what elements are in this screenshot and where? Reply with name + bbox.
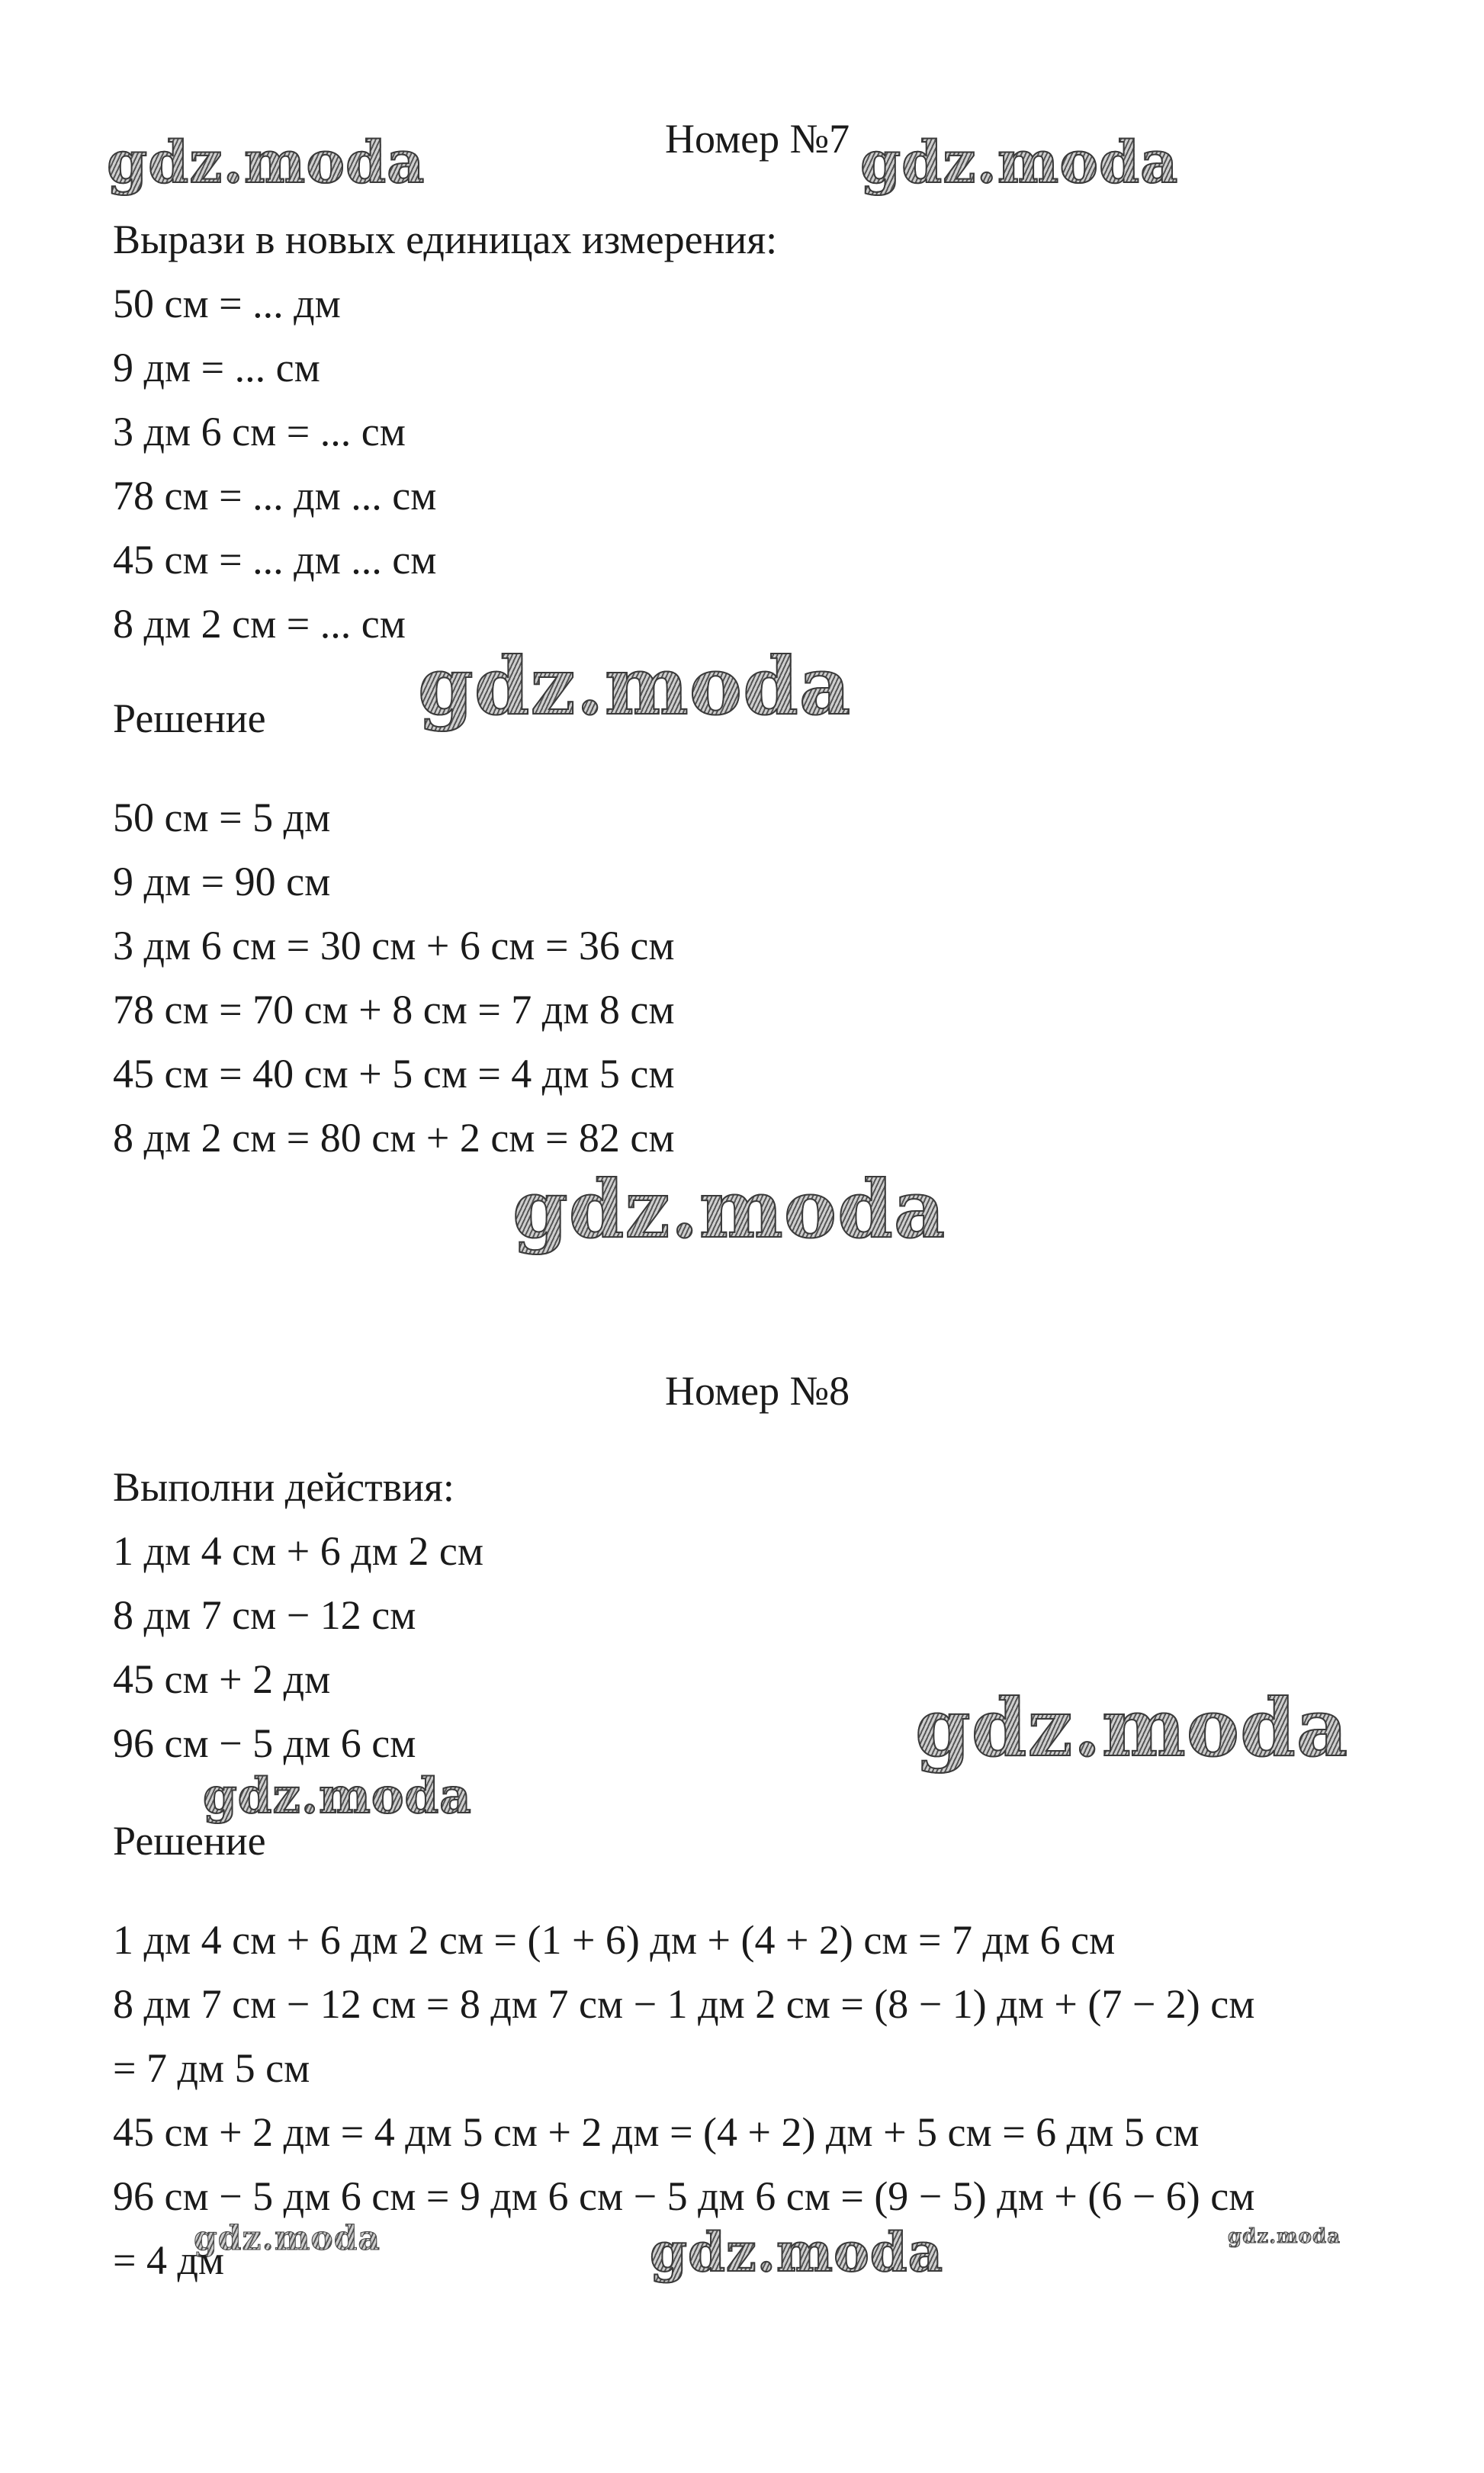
task-8-item: 45 см + 2 дм (113, 1656, 331, 1702)
task-7-item: 78 см = ... дм ... см (113, 473, 437, 519)
watermark: gdz.moda (194, 2219, 381, 2258)
task-8-solution-line: 96 см − 5 дм 6 см = 9 дм 6 см − 5 дм 6 см = (9 − 5) дм + (6 − 6) см (113, 2173, 1255, 2219)
watermark: gdz.moda (418, 639, 852, 733)
task-7-solution-line: 9 дм = 90 см (113, 859, 331, 904)
task-8-prompt: Выполни действия: (113, 1464, 455, 1510)
watermark: gdz.moda (512, 1162, 946, 1256)
task-7-solution-line: 50 см = 5 дм (113, 795, 331, 840)
task-7-item: 9 дм = ... см (113, 345, 320, 390)
task-7-solution-line: 8 дм 2 см = 80 см + 2 см = 82 см (113, 1115, 675, 1161)
task-8-solution-line: 8 дм 7 см − 12 см = 8 дм 7 см − 1 дм 2 см = (8 − 1) дм + (7 − 2) см (113, 1981, 1255, 2027)
watermark: gdz.moda (1228, 2225, 1341, 2248)
task-8-item: 8 дм 7 см − 12 см (113, 1592, 416, 1638)
task-8-heading: Номер №8 (665, 1368, 850, 1414)
watermark: gdz.moda (915, 1681, 1349, 1774)
task-8-item: 96 см − 5 дм 6 см (113, 1720, 416, 1766)
task-8-solution-line: = 7 дм 5 см (113, 2045, 310, 2091)
task-7-heading: Номер №7 (665, 116, 850, 162)
task-7-solution-label: Решение (113, 695, 266, 741)
watermark: gdz.moda (860, 128, 1179, 196)
watermark: gdz.moda (650, 2221, 944, 2284)
task-7-item: 50 см = ... дм (113, 281, 341, 326)
task-8-item: 1 дм 4 см + 6 дм 2 см (113, 1528, 484, 1574)
task-8-solution-label: Решение (113, 1818, 266, 1864)
task-7-solution-line: 78 см = 70 см + 8 см = 7 дм 8 см (113, 987, 675, 1033)
task-8-solution-line: 45 см + 2 дм = 4 дм 5 см + 2 дм = (4 + 2) дм + 5 см = 6 дм 5 см (113, 2109, 1200, 2155)
task-7-prompt: Вырази в новых единицах измерения: (113, 217, 778, 262)
watermark: gdz.moda (107, 128, 426, 196)
task-7-solution-line: 3 дм 6 см = 30 см + 6 см = 36 см (113, 923, 675, 968)
task-7-item: 3 дм 6 см = ... см (113, 409, 406, 454)
task-8-solution-line: 1 дм 4 см + 6 дм 2 см = (1 + 6) дм + (4 + 2) см = 7 дм 6 см (113, 1917, 1116, 1963)
task-7-item: 8 дм 2 см = ... см (113, 601, 406, 647)
watermark: gdz.moda (203, 1768, 472, 1825)
task-8-solution-line: = 4 дм (113, 2237, 225, 2283)
task-7-solution-line: 45 см = 40 см + 5 см = 4 дм 5 см (113, 1051, 675, 1097)
task-7-item: 45 см = ... дм ... см (113, 537, 437, 583)
